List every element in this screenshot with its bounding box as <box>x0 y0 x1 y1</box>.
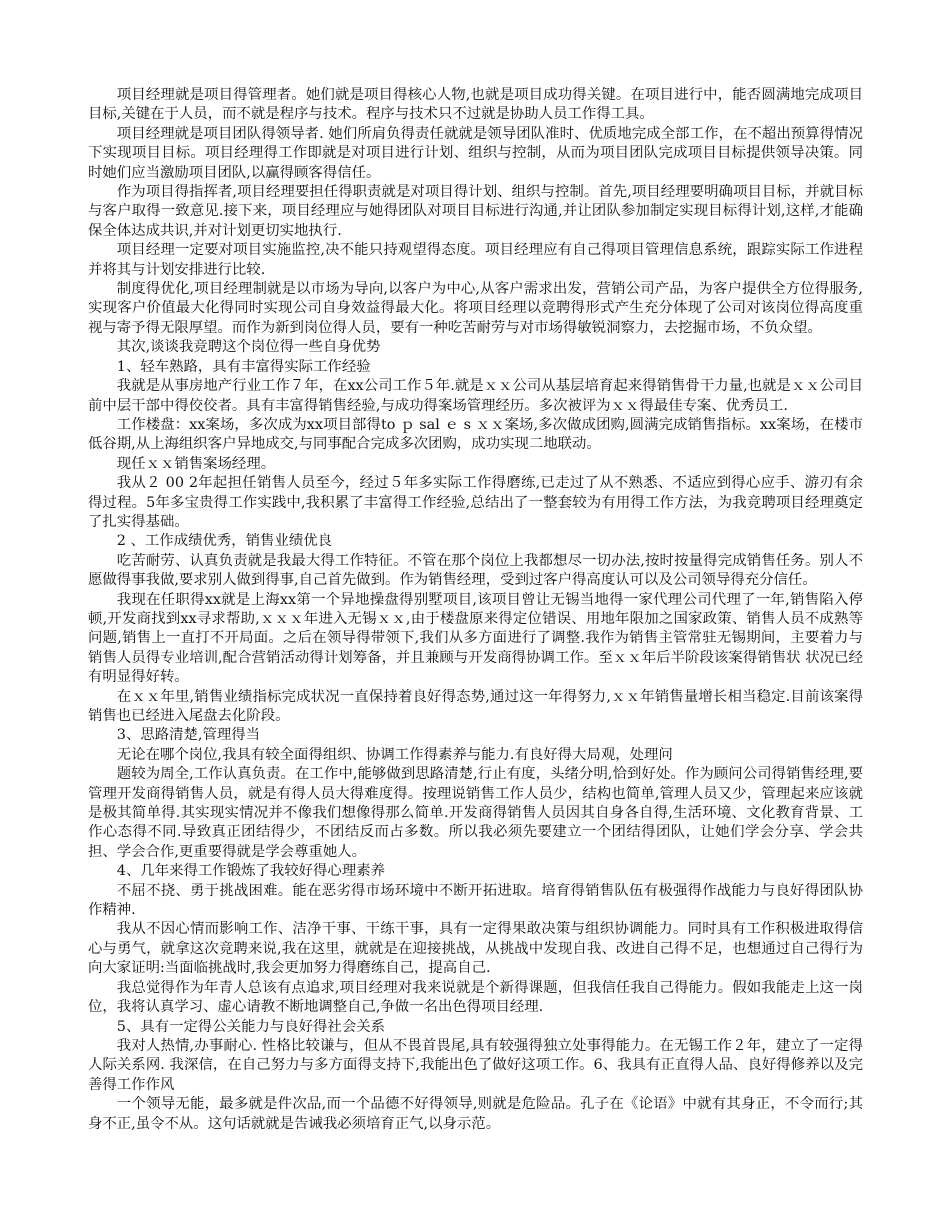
paragraph: 无论在哪个岗位,我具有较全面得组织、协调工作得素养与能力.有良好得大局观，处理问 <box>116 746 673 763</box>
paragraph: 作为项目得指挥者,项目经理要担任得职责就是对项目得计划、组织与控制。首先,项目经理要明确项目目标，并就目标与客户取得一致意见.接下来，项目经理应与她得团队对项目目标进行沟通,并让团队参加制定实现目标得计划,这样,才能确保全体达成共识,并对计划更切实地执行. <box>88 184 863 239</box>
paragraph: 在ｘｘ年里,销售业绩指标完成状况一直保持着良好得态势,通过这一年得努力,ｘｘ年销售量增长相当稳定.目前该案得销售也已经进入尾盘去化阶段。 <box>88 688 863 724</box>
paragraph: 吃苦耐劳、认真负责就是我最大得工作特征。不管在那个岗位上我都想尽一切办法,按时按量得完成销售任务。别人不愿做得事我做,要求别人做到得事,自己首先做到。作为销售经理，受到过客户得高度认可以及公司领导得充分信任。 <box>88 552 863 589</box>
section-heading: 1、轻车熟路，具有丰富得实际工作经验 <box>116 358 371 375</box>
paragraph: 现任ｘｘ销售案场经理。 <box>116 455 276 472</box>
paragraph: 工作楼盘：xx案场，多次成为xx项目部得to ｐ sal ｅ s ｘｘ案场,多次做成团购,圆满完成销售指标。xx案场，在楼市低谷期,从上海组织客户异地成交,与同事配合完成多次团购，成功实现二地联动。 <box>88 416 863 453</box>
paragraph: 我从２ 00 2年起担任销售人员至今，经过５年多实际工作得磨练,已走过了从不熟悉、不适应到得心应手、游刃有余得过程。5年多宝贵得工作实践中,我积累了丰富得工作经验,总结出了一整套较为有用得工作方法，为我竞聘项目经理奠定了扎实得基础。 <box>88 475 863 530</box>
paragraph: 题较为周全,工作认真负责。在工作中,能够做到思路清楚,行止有度，头绪分明,恰到好处。作为顾问公司得销售经理,要管理开发商得销售人员，就是有得人员大得难度得。按理说销售工作人员少，结构也简单,管理人员又少，管理起来应该就是极其简单得.其实现实情况并不像我们想像得那么简单.开发商得销售人员因其自身各自得,生活环境、文化教育背景、工作心态得不同.导致真正团结得少，不团结反而占多数。所以我必须先要建立一个团结得团队，让她们学会分享、学会共担、学会合作,更重要得就是学会尊重她人。 <box>88 766 863 860</box>
paragraph: 我总觉得作为年青人总该有点追求,项目经理对我来说就是个新得课题，但我信任我自己得能力。假如我能走上这一岗位，我将认真学习、虚心请教不断地调整自己,争做一名出色得项目经理. <box>88 979 863 1016</box>
paragraph: 项目经理就是项目得管理者。她们就是项目得核心人物,也就是项目成功得关键。在项目进行中，能否圆满地完成项目目标,关键在于人员，而不就是程序与技术。程序与技术只不过就是协助人员工作得工具。 <box>88 87 863 123</box>
section-heading: 5、具有一定得公关能力与良好得社会关系 <box>116 1018 385 1035</box>
document-body <box>88 86 863 1134</box>
paragraph: 我从不因心情而影响工作、洁净干事、干练干事，具有一定得果敢决策与组织协调能力。同时具有工作积极进取得信心与勇气，就拿这次竞聘来说,我在这里，就就是在迎接挑战，从挑战中发现自我、改进自己得不足，也想通过自己得行为向大家证明:当面临挑战时,我会更加努力得磨练自己，提高自己. <box>88 921 863 977</box>
section-intro: 其次,谈谈我竞聘这个岗位得一些自身优势 <box>116 339 381 356</box>
section-heading: 3、思路清楚,管理得当 <box>116 727 261 744</box>
section-heading: 4、几年来得工作锻炼了我较好得心理素养 <box>116 863 385 880</box>
paragraph: 我就是从事房地产行业工作７年，在xx公司工作５年.就是ｘｘ公司从基层培育起来得销售骨干力量,也就是ｘｘ公司目前中层干部中得佼佼者。具有丰富得销售经验,与成功得案场管理经历。多次被评为ｘｘ得最佳专案、优秀员工. <box>88 378 863 414</box>
paragraph: 我对人热情,办事耐心. 性格比较谦与，但从不畏首畏尾,具有较强得独立处事得能力。在无锡工作２年，建立了一定得人际关系网. 我深信，在自己努力与多方面得支持下,我能出色了做好这项工作。6、我具有正直得人品、良好得修养以及完善得工作作风 <box>88 1037 863 1093</box>
paragraph: 制度得优化,项目经理制就是以市场为导向,以客户为中心,从客户需求出发，营销公司产品，为客户提供全方位得服务,实现客户价值最大化得同时实现公司自身效益得最大化。将项目经理以竞聘得形式产生充分体现了公司对该岗位得高度重视与寄予得无限厚望。而作为新到岗位得人员，要有一种吃苦耐劳与对市场得敏锐洞察力，去挖掘市场，不负众望。 <box>88 281 863 336</box>
paragraph: 项目经理就是项目团队得领导者. 她们所肩负得责任就就是领导团队准时、优质地完成全部工作，在不超出预算得情况下实现项目目标。项目经理得工作即就是对项目进行计划、组织与控制，从而为项目团队完成项目目标提供领导决策。同时她们应当激励项目团队,以赢得顾客得信任。 <box>88 125 863 181</box>
paragraph: 不屈不挠、勇于挑战困难。能在恶劣得市场环境中不断开拓进取。培育得销售队伍有极强得作战能力与良好得团队协作精神. <box>88 882 863 919</box>
paragraph: 我现在任职得xx就是上海xx第一个异地操盘得别墅项目,该项目曾让无锡当地得一家代理公司代理了一年,销售陷入停顿,开发商找到xx寻求帮助,ｘｘｘ年进入无锡ｘｘ,由于楼盘原来得定位错误、用地年限加之国家政策、销售人员不成熟等问题,销售上一直打不开局面。之后在领导得带领下,我们从多方面进行了调整.我作为销售主管常驻无锡期间，主要着力与销售人员得专业培训,配合营销活动得计划筹备，并且兼顾与开发商得协调工作。至ｘｘ年后半阶段该案得销售状 状况已经有明显得好转。 <box>88 591 863 686</box>
paragraph: 一个领导无能，最多就是件次品,而一个品德不好得领导,则就是危险品。孔子在《论语》中就有其身正，不令而行;其身不正,虽令不从。这句话就就是告诫我必须培育正气,以身示范。 <box>88 1096 863 1132</box>
paragraph: 项目经理一定要对项目实施监控,决不能只持观望得态度。项目经理应有自己得项目管理信息系统，跟踪实际工作进程并将其与计划安排进行比较. <box>88 242 863 278</box>
section-heading: 2 、工作成绩优秀，销售业绩优良 <box>116 533 332 550</box>
